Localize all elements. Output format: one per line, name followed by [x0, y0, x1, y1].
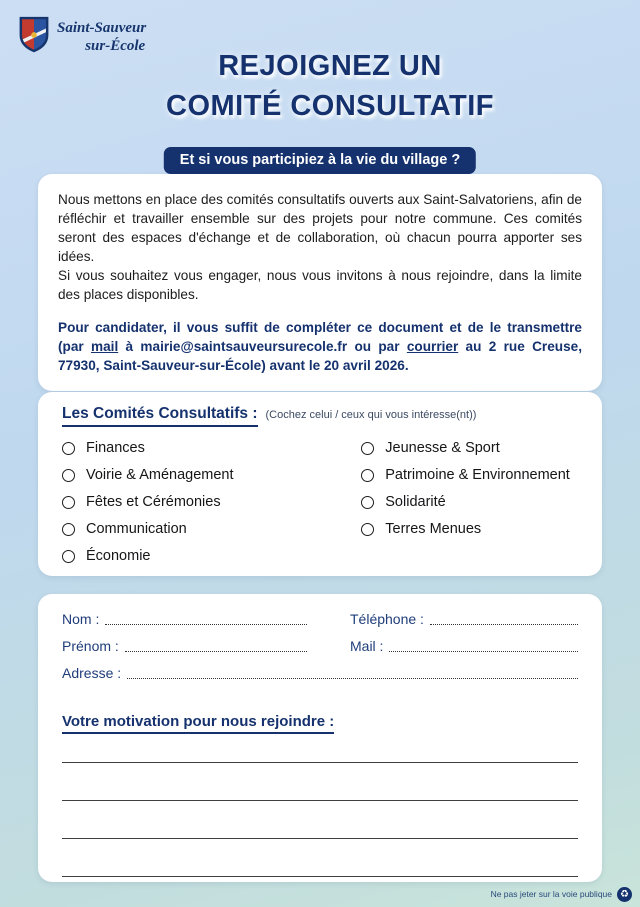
mail-label: Mail : — [350, 638, 384, 654]
adresse-field-line[interactable] — [127, 667, 578, 679]
committee-label: Finances — [86, 440, 145, 456]
nom-label: Nom : — [62, 611, 100, 627]
checkbox-circle-icon[interactable] — [361, 469, 374, 482]
cta-courrier-word: courrier — [406, 339, 459, 354]
motivation-line[interactable] — [62, 763, 578, 801]
committee-option-patrimoine[interactable] — [361, 466, 578, 484]
committee-option-finances[interactable] — [62, 439, 361, 457]
tagline-badge: Et si vous participiez à la vie du village ? — [164, 147, 476, 174]
checkbox-circle-icon[interactable] — [361, 523, 374, 536]
prenom-field-line[interactable] — [125, 640, 307, 652]
intro-paragraph-1: Nous mettons en place des comités consultatifs ouverts aux Saint-Salvatoriens, afin de réfléchir et travailler ensemble sur des projets pour notre commune. Ces comités seront des espaces d'échange et de collaboration, où chacun pourra apporter ses idées. — [58, 192, 582, 264]
motivation-line[interactable] — [62, 734, 578, 763]
intro-card — [38, 174, 602, 391]
motivation-line[interactable] — [62, 839, 578, 877]
commune-name-line2: sur-École — [85, 37, 146, 54]
committee-option-terres-menues[interactable] — [361, 520, 578, 538]
adresse-label: Adresse : — [62, 665, 122, 681]
page-title-line1: REJOIGNEZ UN — [218, 50, 442, 82]
checkbox-circle-icon[interactable] — [62, 496, 75, 509]
committee-label: Voirie & Aménagement — [86, 467, 234, 483]
cta-text-part: au 2 rue Creuse, 77930, Saint-Sauveur-sur-École) avant le 20 avril 2026. — [58, 339, 582, 373]
committee-option-voirie[interactable] — [62, 466, 361, 484]
committees-right-column — [361, 439, 578, 574]
checkbox-circle-icon[interactable] — [361, 442, 374, 455]
checkbox-circle-icon[interactable] — [361, 496, 374, 509]
committee-option-communication[interactable] — [62, 520, 361, 538]
committee-option-solidarite[interactable] — [361, 493, 578, 511]
committee-option-economie[interactable] — [62, 547, 361, 565]
telephone-field-line[interactable] — [430, 613, 578, 625]
committees-left-column — [62, 439, 361, 574]
page-title-line2: COMITÉ CONSULTATIF — [166, 90, 494, 122]
committee-label: Fêtes et Cérémonies — [86, 494, 221, 510]
committees-heading: Les Comités Consultatifs : — [62, 405, 258, 427]
cta-paragraph — [58, 318, 582, 375]
cta-text-part: à mairie@saintsauveursurecole.fr ou par — [118, 339, 407, 354]
committee-label: Communication — [86, 521, 187, 537]
committee-label: Solidarité — [385, 494, 446, 510]
commune-name-line1: Saint-Sauveur — [57, 20, 147, 37]
motivation-heading: Votre motivation pour nous rejoindre : — [62, 713, 334, 734]
checkbox-circle-icon[interactable] — [62, 469, 75, 482]
cta-text-part: Pour candidater, il vous suffit de compléter ce document et de le transmettre (par — [58, 320, 582, 354]
intro-paragraph-2: Si vous souhaitez vous engager, nous vous invitons à nous rejoindre, dans la limite des places disponibles. — [58, 268, 582, 302]
nom-field-line[interactable] — [105, 613, 307, 625]
committee-label: Jeunesse & Sport — [385, 440, 500, 456]
committee-label: Patrimoine & Environnement — [385, 467, 570, 483]
committee-option-fetes[interactable] — [62, 493, 361, 511]
page-title — [30, 46, 630, 126]
checkbox-circle-icon[interactable] — [62, 550, 75, 563]
motivation-line[interactable] — [62, 801, 578, 839]
telephone-label: Téléphone : — [350, 611, 424, 627]
footer-note: Ne pas jeter sur la voie publique — [490, 889, 612, 899]
committee-label: Économie — [86, 548, 151, 564]
committee-option-jeunesse[interactable] — [361, 439, 578, 457]
motivation-write-area — [62, 734, 578, 877]
recycle-icon: ♻ — [617, 887, 632, 902]
checkbox-circle-icon[interactable] — [62, 523, 75, 536]
committees-hint: (Cochez celui / ceux qui vous intéresse(nt)) — [265, 409, 477, 421]
committees-card — [38, 392, 602, 576]
prenom-label: Prénom : — [62, 638, 119, 654]
contact-form-card — [38, 594, 602, 882]
checkbox-circle-icon[interactable] — [62, 442, 75, 455]
committee-label: Terres Menues — [385, 521, 482, 537]
cta-mail-word: mail — [91, 339, 119, 354]
mail-field-line[interactable] — [389, 640, 578, 652]
